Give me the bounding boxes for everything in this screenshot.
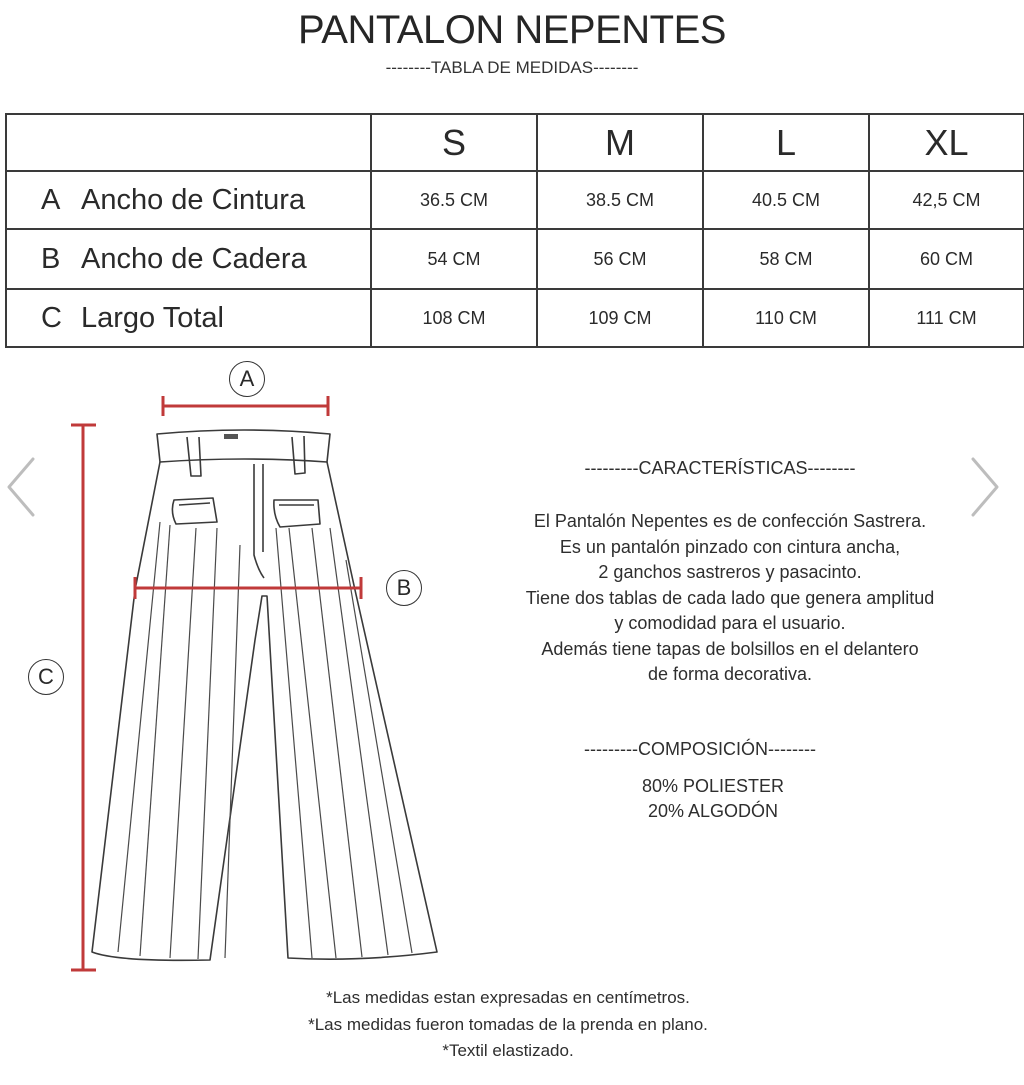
- size-header-s: S: [371, 114, 537, 171]
- composition-heading: ---------COMPOSICIÓN--------: [584, 739, 816, 759]
- table-cell: 110 CM: [703, 289, 869, 347]
- prev-image-button[interactable]: [0, 452, 40, 522]
- row-label-text: Ancho de Cadera: [81, 242, 307, 275]
- chevron-right-icon: [969, 455, 1003, 519]
- composition-line: 80% POLIESTER: [641, 776, 785, 796]
- dimension-label-b: B: [386, 570, 422, 606]
- size-table: [5, 113, 1024, 348]
- note-line: *Textil elastizado.: [442, 1041, 574, 1060]
- row-label-text: Largo Total: [81, 301, 224, 334]
- table-cell: 38.5 CM: [537, 171, 703, 229]
- table-cell: 40.5 CM: [703, 171, 869, 229]
- table-row: [6, 289, 1024, 347]
- composition-section: [450, 739, 950, 760]
- header-empty-cell: [6, 114, 371, 171]
- dimension-label-c: C: [28, 659, 64, 695]
- row-label: [6, 229, 371, 289]
- chevron-left-icon: [3, 455, 37, 519]
- composition-list: [463, 774, 963, 824]
- features-line: de forma decorativa.: [647, 664, 813, 684]
- row-label-text: Ancho de Cintura: [81, 183, 306, 216]
- measure-line-c: [71, 425, 96, 970]
- trouser-outline: [92, 430, 437, 960]
- row-letter: C: [41, 301, 62, 334]
- footer-notes: [158, 985, 858, 1065]
- page-title: PANTALON NEPENTES: [298, 8, 726, 52]
- table-row: [6, 171, 1024, 229]
- features-line: Es un pantalón pinzado con cintura ancha,: [559, 536, 901, 557]
- dimension-label-a: A: [229, 361, 265, 397]
- page-subtitle: --------TABLA DE MEDIDAS--------: [385, 58, 639, 77]
- table-cell: 58 CM: [703, 229, 869, 289]
- table-cell: 56 CM: [537, 229, 703, 289]
- table-row: [6, 229, 1024, 289]
- table-cell: 108 CM: [371, 289, 537, 347]
- table-cell: 60 CM: [869, 229, 1024, 289]
- measure-line-b: [135, 577, 361, 599]
- features-heading: ---------CARACTERÍSTICAS--------: [584, 458, 856, 478]
- next-image-button[interactable]: [966, 452, 1006, 522]
- note-line: *Las medidas estan expresadas en centímetros.: [326, 988, 690, 1007]
- table-cell: 111 CM: [869, 289, 1024, 347]
- features-section: [470, 458, 970, 479]
- table-cell: 42,5 CM: [869, 171, 1024, 229]
- composition-line: 20% ALGODÓN: [647, 801, 779, 821]
- measure-line-a: [163, 396, 328, 416]
- features-line: 2 ganchos sastreros y pasacinto.: [598, 562, 862, 582]
- features-line: Además tiene tapas de bolsillos en el delantero: [541, 638, 919, 659]
- features-line: Tiene dos tablas de cada lado que genera amplitud: [525, 587, 935, 608]
- row-letter: B: [41, 242, 61, 275]
- trouser-diagram: [0, 350, 520, 990]
- size-header-xl: XL: [869, 114, 1024, 171]
- features-line: y comodidad para el usuario.: [614, 613, 846, 633]
- table-cell: 109 CM: [537, 289, 703, 347]
- row-letter: A: [41, 183, 61, 216]
- note-line: *Las medidas fueron tomadas de la prenda en plano.: [308, 1014, 708, 1034]
- features-description: [470, 509, 990, 688]
- size-header-m: M: [537, 114, 703, 171]
- row-label: [6, 289, 371, 347]
- table-cell: 54 CM: [371, 229, 537, 289]
- row-label: [6, 171, 371, 229]
- table-cell: 36.5 CM: [371, 171, 537, 229]
- features-line: El Pantalón Nepentes es de confección Sastrera.: [533, 511, 927, 531]
- size-header-l: L: [703, 114, 869, 171]
- size-table-header-row: [6, 114, 1024, 171]
